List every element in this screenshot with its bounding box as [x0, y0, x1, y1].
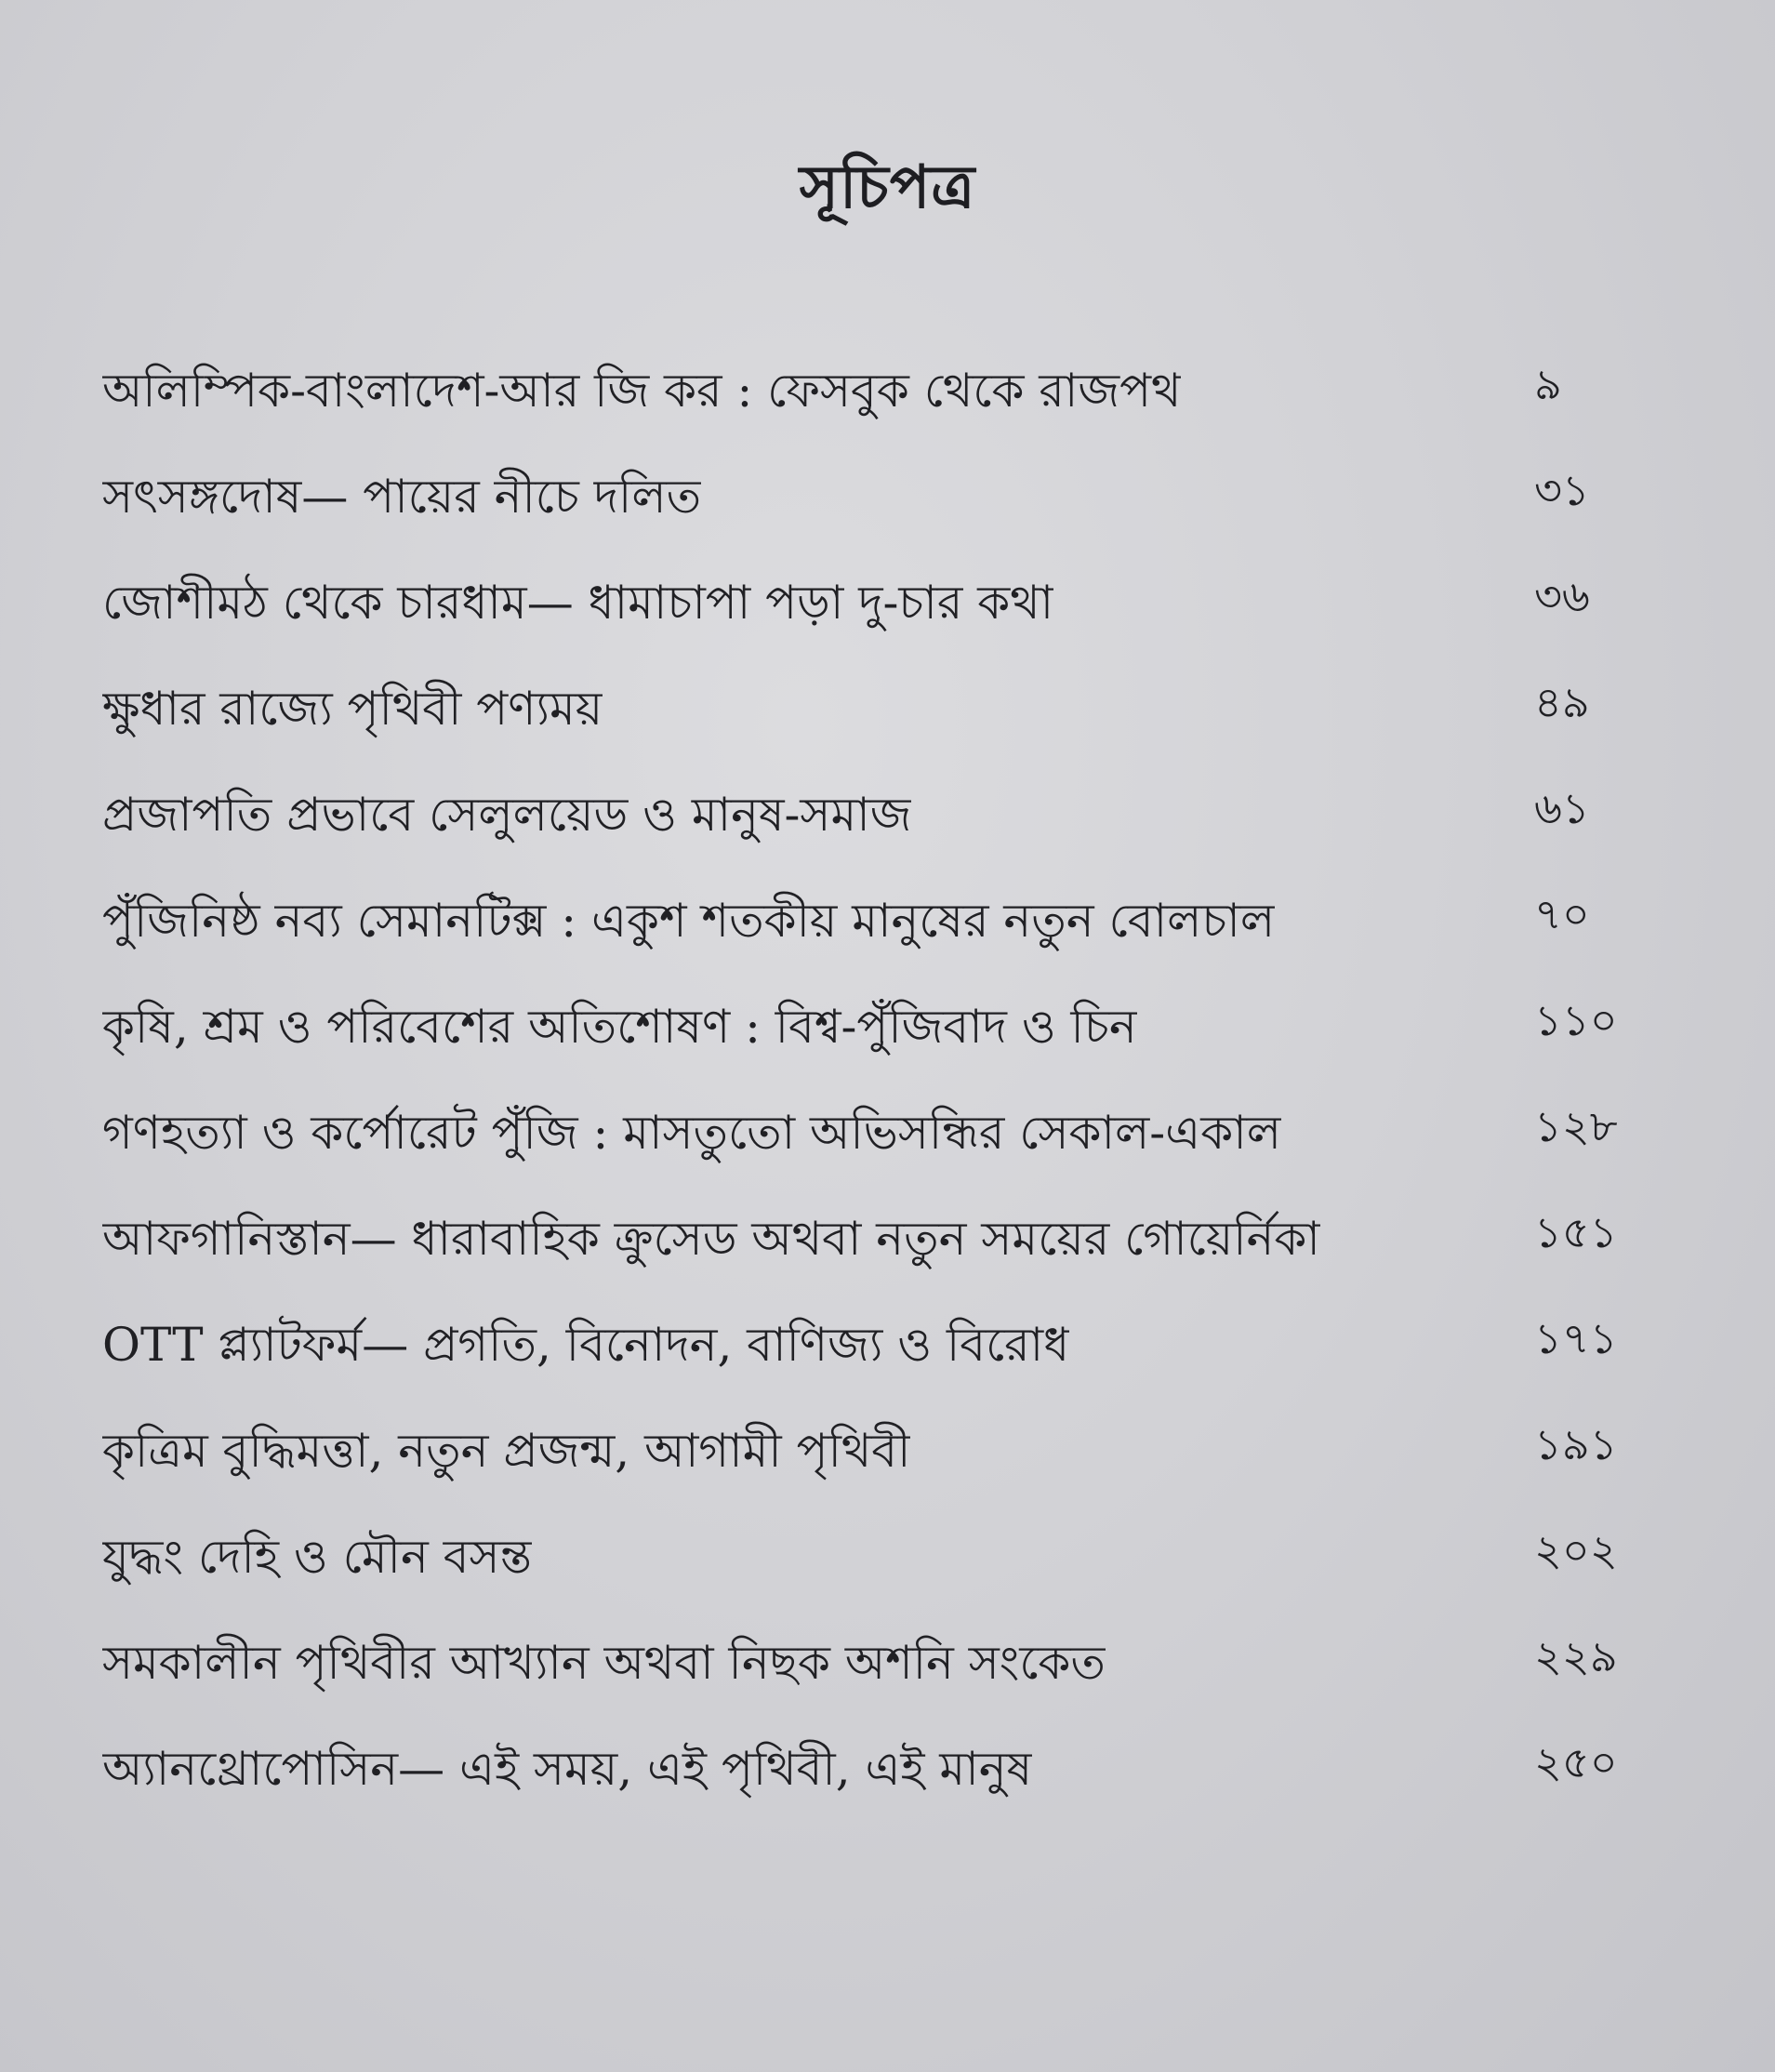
toc-entry	[102, 1630, 1664, 1736]
toc-entry	[102, 1524, 1664, 1630]
toc-entry-title: জোশীমঠ থেকে চারধাম— ধামাচাপা পড়া দু-চার কথা	[102, 576, 1054, 630]
toc-entry-title: অ্যানথ্রোপোসিন— এই সময়, এই পৃথিবী, এই মানুষ	[102, 1742, 1033, 1796]
toc-entry	[102, 1312, 1664, 1418]
toc-entry-title: গণহত্যা ও কর্পোরেট পুঁজি : মাসতুতো অভিসন্ধির সেকাল-একাল	[102, 1106, 1281, 1160]
toc-entry-page-number: ২২৯	[1534, 1631, 1618, 1681]
table-of-contents	[102, 358, 1664, 1842]
toc-entry-page-number: ১১০	[1534, 995, 1618, 1045]
toc-entry-title: আফগানিস্তান— ধারাবাহিক ক্রুসেড অথবা নতুন সময়ের গোয়ের্নিকা	[102, 1212, 1320, 1266]
toc-entry	[102, 1206, 1664, 1312]
toc-entry	[102, 676, 1664, 782]
toc-entry-page-number: ৩১	[1534, 465, 1590, 515]
toc-entry-page-number: ২০২	[1534, 1525, 1618, 1575]
toc-entry-page-number: ১২৮	[1534, 1101, 1618, 1151]
toc-entry-page-number: ৯	[1534, 359, 1562, 409]
toc-entry-title: সৎসঙ্গদোষ— পায়ের নীচে দলিত	[102, 470, 702, 524]
toc-entry-page-number: ১৭১	[1534, 1313, 1618, 1363]
toc-entry	[102, 1418, 1664, 1524]
toc-entry-title: কৃষি, শ্রম ও পরিবেশের অতিশোষণ : বিশ্ব-পুঁজিবাদ ও চিন	[102, 1000, 1137, 1054]
toc-entry-page-number: ৪৯	[1534, 677, 1590, 727]
toc-entry-title: OTT প্ল্যাটফর্ম— প্রগতি, বিনোদন, বাণিজ্য ও বিরোধ	[102, 1318, 1070, 1372]
toc-entry-title: যুদ্ধং দেহি ও মৌন বসন্ত	[102, 1530, 533, 1584]
toc-entry-title: সমকালীন পৃথিবীর আখ্যান অথবা নিছক অশনি সংকেত	[102, 1636, 1106, 1690]
toc-entry-title: অলিম্পিক-বাংলাদেশ-আর জি কর : ফেসবুক থেকে রাজপথ	[102, 364, 1182, 418]
toc-entry	[102, 782, 1664, 888]
toc-entry	[102, 888, 1664, 994]
toc-entry	[102, 1736, 1664, 1842]
toc-entry-page-number: ৭০	[1534, 889, 1590, 939]
toc-entry-title: প্রজাপতি প্রভাবে সেলুলয়েড ও মানুষ-সমাজ	[102, 788, 912, 842]
toc-entry	[102, 994, 1664, 1100]
toc-entry-title: ক্ষুধার রাজ্যে পৃথিবী পণ্যময়	[102, 682, 603, 736]
toc-entry	[102, 464, 1664, 570]
toc-entry-page-number: ১৫১	[1534, 1207, 1618, 1257]
toc-entry-page-number: ৩৬	[1534, 571, 1590, 621]
page-title: সূচিপত্র	[799, 152, 976, 222]
toc-entry-page-number: ৬১	[1534, 783, 1590, 833]
toc-entry-page-number: ২৫০	[1534, 1737, 1618, 1787]
toc-entry-title: পুঁজিনিষ্ঠ নব্য সেমানটিক্স : একুশ শতকীয় মানুষের নতুন বোলচাল	[102, 894, 1276, 948]
toc-entry-title: কৃত্রিম বুদ্ধিমত্তা, নতুন প্রজন্ম, আগামী পৃথিবী	[102, 1424, 911, 1478]
toc-entry-page-number: ১৯১	[1534, 1419, 1618, 1469]
toc-entry	[102, 358, 1664, 464]
toc-entry	[102, 570, 1664, 676]
toc-entry	[102, 1100, 1664, 1206]
